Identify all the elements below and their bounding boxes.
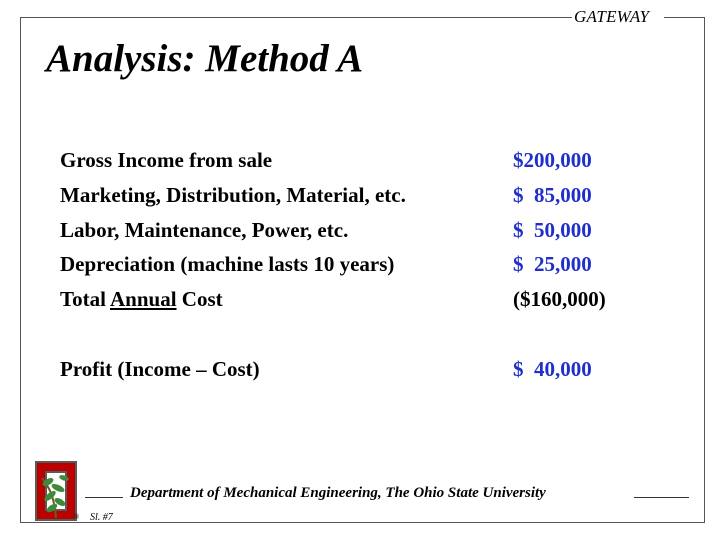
cost-row-depreciation [60, 252, 660, 282]
footer-rule-left [85, 497, 123, 498]
row-value: $ 85,000 [513, 183, 592, 207]
row-label-suffix: Cost [176, 287, 223, 311]
row-label: Depreciation (machine lasts 10 years) [60, 252, 395, 276]
cost-row-labor [60, 218, 660, 248]
row-value: ($160,000) [513, 287, 606, 311]
row-label: Profit (Income – Cost) [60, 357, 260, 381]
frame-top-border-right [664, 17, 704, 18]
row-value: $ 40,000 [513, 357, 592, 381]
frame-top-border-left [20, 17, 572, 18]
frame-right-border [704, 17, 705, 522]
gateway-label: GATEWAY [574, 7, 650, 26]
slide-title: Analysis: Method A [46, 37, 364, 80]
frame-bottom-border [20, 522, 705, 523]
row-label: Marketing, Distribution, Material, etc. [60, 183, 406, 207]
footer-department: Department of Mechanical Engineering, The Ohio State University [130, 485, 546, 501]
row-label-prefix: Total [60, 287, 110, 311]
cost-row-marketing [60, 183, 660, 213]
row-label-underlined: Annual [110, 287, 177, 311]
row-value: $200,000 [513, 148, 592, 172]
cost-row-total-annual [60, 287, 660, 317]
row-value: $ 50,000 [513, 218, 592, 242]
footer-rule-right [634, 497, 689, 498]
frame-left-border [20, 17, 21, 522]
cost-row-gross-income [60, 148, 660, 178]
slide-number: Sl. #7 [90, 512, 113, 523]
registered-mark: ® [74, 513, 80, 521]
row-label: Labor, Maintenance, Power, etc. [60, 218, 349, 242]
cost-row-profit [60, 357, 660, 387]
row-label [60, 287, 223, 312]
row-value: $ 25,000 [513, 252, 592, 276]
row-label: Gross Income from sale [60, 148, 273, 172]
